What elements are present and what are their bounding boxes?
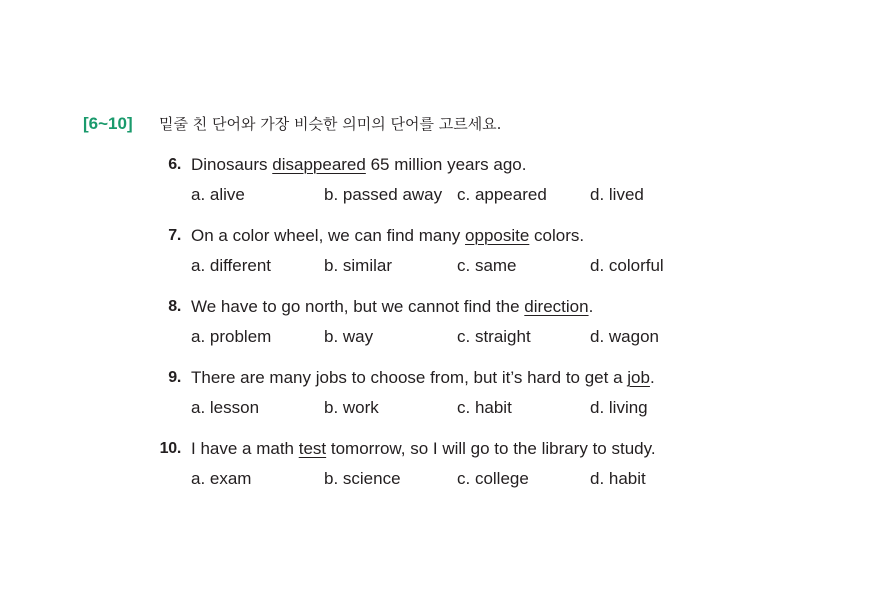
question-number: 9. <box>168 369 181 386</box>
option-c[interactable]: c. straight <box>457 327 531 346</box>
underlined-word: job <box>627 368 650 387</box>
option-d[interactable]: d. colorful <box>590 256 664 275</box>
option-b[interactable]: b. science <box>324 469 401 488</box>
option-a[interactable]: a. different <box>191 256 272 275</box>
sentence-after: . <box>649 368 655 387</box>
question-9 <box>0 367 873 427</box>
question-number: 10. <box>159 440 181 457</box>
sentence-after: . <box>588 297 594 316</box>
option-c[interactable]: c. appeared <box>457 185 547 204</box>
question-number: 8. <box>168 298 181 315</box>
option-a[interactable]: a. problem <box>191 327 272 346</box>
option-b[interactable]: b. passed away <box>324 185 443 204</box>
question-number: 6. <box>168 156 181 173</box>
option-d[interactable]: d. living <box>590 398 648 417</box>
sentence-after: 65 million years ago. <box>365 155 527 174</box>
question-8 <box>0 296 873 356</box>
option-a[interactable]: a. exam <box>191 469 252 488</box>
option-d[interactable]: d. wagon <box>590 327 659 346</box>
question-number: 7. <box>168 227 181 244</box>
sentence-before: On a color wheel, we can find many <box>191 226 466 245</box>
option-b[interactable]: b. work <box>324 398 379 417</box>
sentence-before: I have a math <box>191 439 299 458</box>
question-text <box>191 438 656 460</box>
option-c[interactable]: c. habit <box>457 398 512 417</box>
option-c[interactable]: c. same <box>457 256 517 275</box>
option-b[interactable]: b. similar <box>324 256 393 275</box>
sentence-after: tomorrow, so I will go to the library to study. <box>326 439 656 458</box>
sentence-before: Dinosaurs <box>191 155 273 174</box>
option-a[interactable]: a. alive <box>191 185 245 204</box>
underlined-word: opposite <box>465 226 530 245</box>
underlined-word: direction <box>524 297 589 316</box>
option-c[interactable]: c. college <box>457 469 529 488</box>
question-text <box>191 296 593 318</box>
sentence-before: We have to go north, but we cannot find the <box>191 297 525 316</box>
option-a[interactable]: a. lesson <box>191 398 260 417</box>
question-range: [6~10] <box>83 114 133 133</box>
sentence-before: There are many jobs to choose from, but it’s hard to get a <box>191 368 628 387</box>
underlined-word: test <box>298 439 327 458</box>
question-6 <box>0 154 873 214</box>
sentence-after: colors. <box>529 226 585 245</box>
option-d[interactable]: d. lived <box>590 185 644 204</box>
option-d[interactable]: d. habit <box>590 469 646 488</box>
question-text <box>191 367 655 389</box>
instruction-text: 밑줄 친 단어와 가장 비슷한 의미의 단어를 고르세요. <box>159 115 502 133</box>
question-10 <box>0 438 873 498</box>
underlined-word: disappeared <box>272 155 366 174</box>
question-text <box>191 225 584 247</box>
option-b[interactable]: b. way <box>324 327 374 346</box>
question-7 <box>0 225 873 285</box>
question-text <box>191 154 526 176</box>
